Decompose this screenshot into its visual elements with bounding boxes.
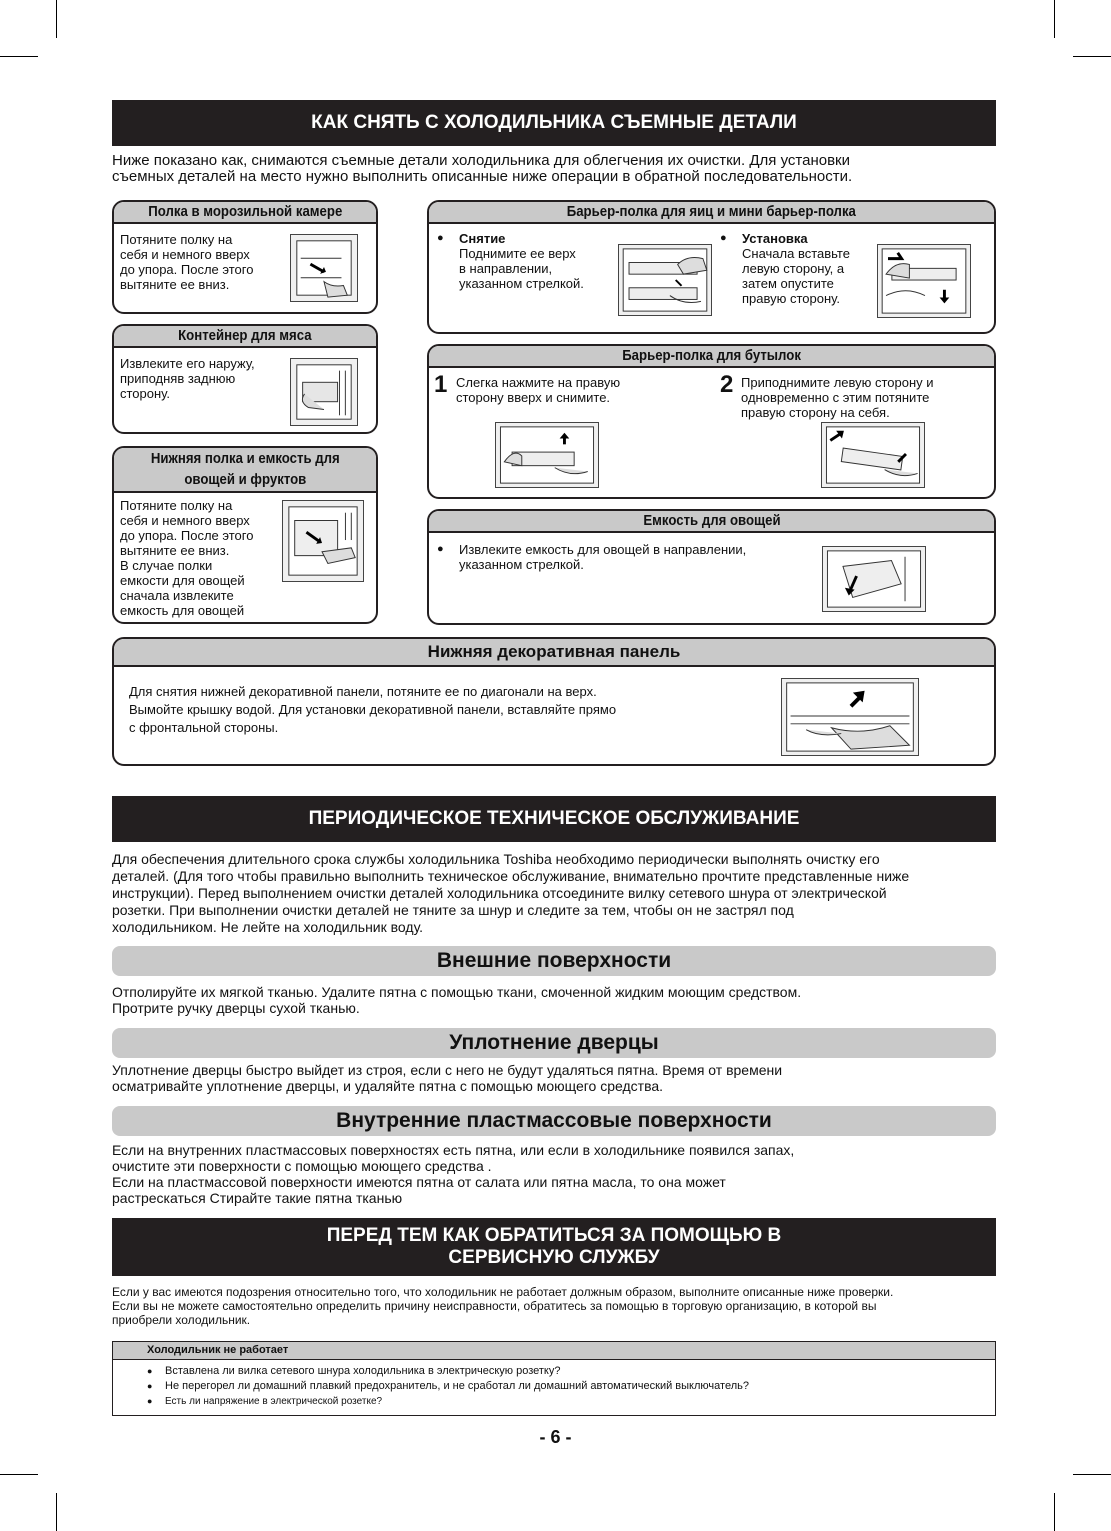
card-text: Извлеките его наружу, приподняв заднюю сторону.: [120, 356, 255, 401]
card-bottom-panel: [112, 637, 996, 766]
card-title: Барьер-полка для яиц и мини барьер-полка: [429, 202, 994, 224]
door-seal-text: Уплотнение дверцы быстро выйдет из строя, если с него не будут удаляться пятна. Время от времени осматривайте уплотнение дверцы, и удаляйте пятна с помощью моющего средства.: [112, 1062, 783, 1094]
install-instruction: ● Установка Сначала вставьте левую сторону, а затем опустите правую сторону.: [720, 231, 850, 306]
crop-mark: [56, 0, 57, 38]
troubleshoot-header: Холодильник не работает: [113, 1342, 995, 1360]
intro-line: съемных деталей на место нужно выполнить описанные ниже операции в обратной последовательности.: [112, 168, 853, 185]
step1-text: Слегка нажмите на правую сторону вверх и снимите.: [456, 375, 621, 405]
card-egg-barrier: [427, 200, 996, 334]
crop-mark: [1073, 56, 1111, 57]
step2-text: Приподнимите левую сторону и одновременно с этим потяните правую сторону на себя.: [741, 375, 934, 420]
card-vegetable-container: [427, 509, 996, 625]
card-text: Потяните полку на себя и немного вверх до упора. После этого вытяните ее вниз. В случае полки емкости для овощей сначала извлеките емкость для овощей: [120, 498, 254, 618]
subsection-title-interior: Внутренние пластмассовые поверхности: [112, 1106, 996, 1136]
troubleshoot-table: [112, 1341, 996, 1416]
card-title: Нижняя декоративная панель: [114, 639, 994, 667]
subsection-title-door-seal: Уплотнение дверцы: [112, 1028, 996, 1058]
card-text: Для снятия нижней декоративной панели, потяните ее по диагонали на верх. Вымойте крышку водой. Для установки декоративной панели, вставляйте прямо с фронтальной стороны.: [129, 684, 617, 735]
section-title-removable-parts: КАК СНЯТЬ С ХОЛОДИЛЬНИКА СЪЕМНЫЕ ДЕТАЛИ: [112, 100, 996, 146]
crop-mark: [0, 56, 38, 57]
page-number: - 6 -: [539, 1427, 572, 1447]
bottom-panel-illustration: [781, 678, 919, 756]
crop-mark: [1054, 1493, 1055, 1531]
crop-mark: [1073, 1474, 1111, 1475]
bottom-shelf-illustration: [282, 500, 364, 582]
exterior-text: Отполируйте их мягкой тканью. Удалите пятна с помощью ткани, смоченной жидким моющим средством. Протрите ручку дверцы сухой тканью.: [112, 984, 802, 1016]
egg-barrier-install-illustration: [877, 244, 971, 318]
section-title-service: ПЕРЕД ТЕМ КАК ОБРАТИТЬСЯ ЗА ПОМОЩЬЮ В СЕРВИСНУЮ СЛУЖБУ: [112, 1218, 996, 1276]
card-title: Полка в морозильной камере: [114, 202, 376, 224]
freezer-shelf-illustration: [290, 234, 358, 302]
troubleshoot-row: ● Вставлена ли вилка сетевого шнура холодильника в электрическую розетку?: [113, 1364, 995, 1379]
card-title: Контейнер для мяса: [114, 326, 376, 348]
troubleshoot-row: ● Не перегорел ли домашний плавкий предохранитель, и не сработал ли домашний автоматический выключатель?: [113, 1379, 995, 1394]
step-number: 1: [434, 371, 448, 398]
step-number: 2: [720, 371, 734, 398]
bottle-barrier-step1-illustration: [495, 422, 599, 488]
meat-container-illustration: [290, 358, 358, 426]
bottle-barrier-step2-illustration: [821, 422, 925, 488]
crop-mark: [0, 1474, 38, 1475]
interior-text: Если на внутренних пластмассовых поверхностях есть пятна, или если в холодильнике появился запах, очистите эти поверхности с помощью моющего средства . Если на пластмассовой поверхности имеются пятна от салата или пятна масла, то она может растрескаться Стирайте такие пятна тканью: [112, 1142, 795, 1206]
card-meat-container: [112, 324, 378, 434]
card-freezer-shelf: [112, 200, 378, 314]
card-text: Потяните полку на себя и немного вверх до упора. После этого вытяните ее вниз.: [120, 232, 254, 292]
removal-instruction: ● Снятие Поднимите ее верх в направлении, указанном стрелкой.: [437, 231, 584, 291]
maintenance-text: Для обеспечения длительного срока службы холодильника Toshiba необходимо периодически выполнять очистку его деталей. (Для того чтобы правильно выполнить техническое обслуживание, внимательно прочтите представленные ниже инструкции). Перед выполнением очистки деталей холодильника отсоедините вилку сетевого шнура от электрической розетки. При выполнении очистки деталей не тяните за шнур и следите за тем, чтобы он не застрял под холодильником. Не лейте на холодильник воду.: [112, 851, 910, 935]
egg-barrier-removal-illustration: [618, 244, 712, 316]
troubleshoot-row: ● Есть ли напряжение в электрической розетке?: [113, 1394, 995, 1409]
service-text: Если у вас имеются подозрения относительно того, что холодильник не работает должным образом, выполните описанные ниже проверки. Если вы не можете самостоятельно определить причину неисправности, обратитесь за помощью в торговую организацию, в которой вы приобрели холодильник.: [112, 1285, 894, 1327]
card-bottle-barrier: [427, 344, 996, 499]
intro-line: Ниже показано как, снимаются съемные детали холодильника для облегчения их очистки. Для установки: [112, 152, 850, 169]
crop-mark: [56, 1493, 57, 1531]
card-bottom-shelf: [112, 446, 378, 624]
vegetable-container-illustration: [822, 546, 926, 612]
intro-text: [112, 153, 996, 185]
subsection-title-exterior: Внешние поверхности: [112, 946, 996, 976]
vegetable-container-instruction: ● Извлеките емкость для овощей в направлении, указанном стрелкой.: [437, 542, 746, 572]
section-title-maintenance: ПЕРИОДИЧЕСКОЕ ТЕХНИЧЕСКОЕ ОБСЛУЖИВАНИЕ: [112, 796, 996, 842]
card-title: Барьер-полка для бутылок: [429, 346, 994, 368]
card-title: Емкость для овощей: [429, 511, 994, 533]
card-title: Нижняя полка и емкость для овощей и фруктов: [114, 448, 376, 493]
crop-mark: [1054, 0, 1055, 38]
